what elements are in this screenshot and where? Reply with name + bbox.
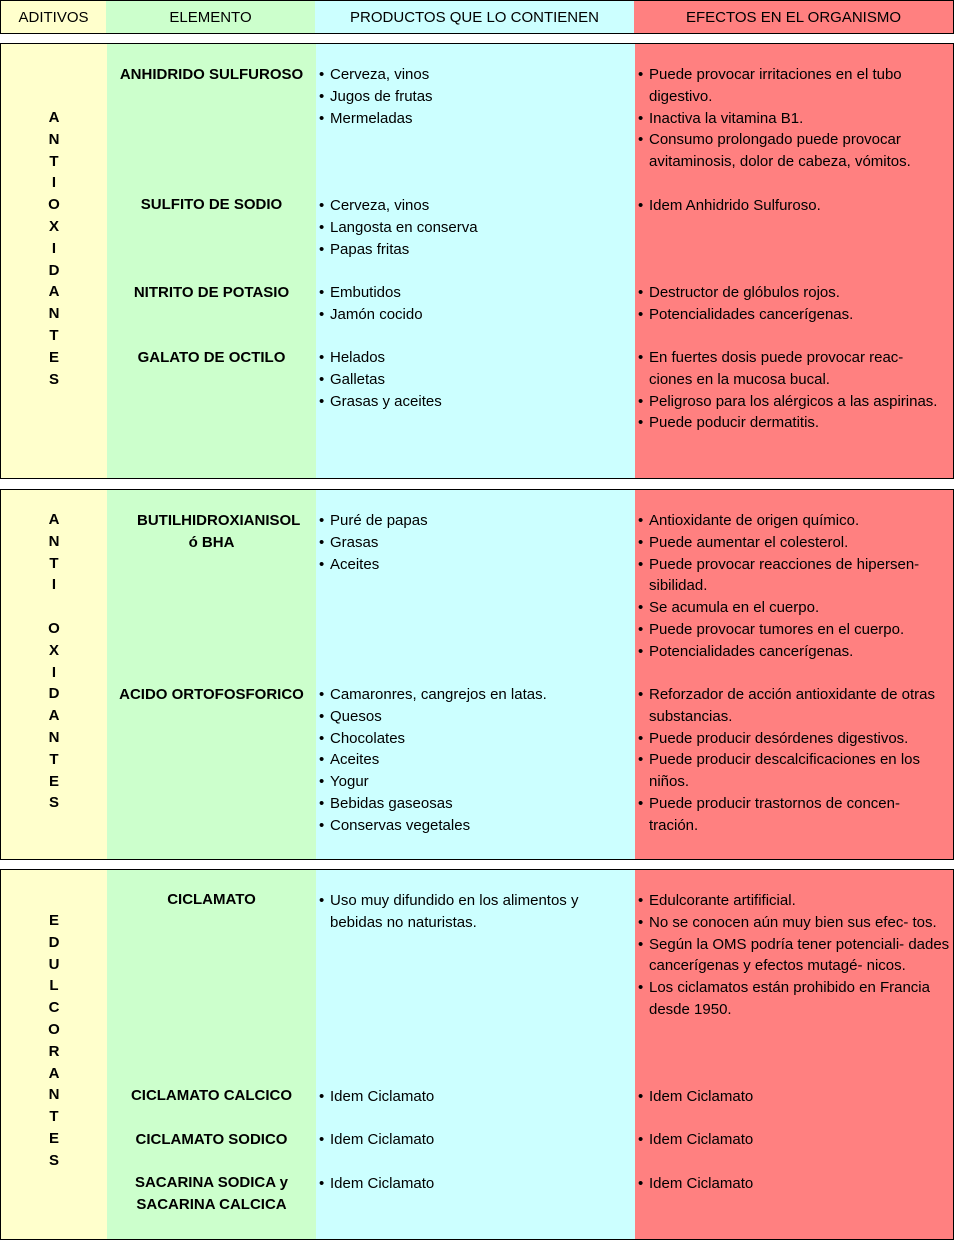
element-name: CICLAMATO bbox=[167, 891, 256, 908]
element-name: CICLAMATO CALCICO bbox=[130, 1087, 293, 1104]
category-letter: T bbox=[49, 554, 59, 572]
products-list bbox=[319, 64, 629, 129]
category-letter: O bbox=[48, 196, 60, 214]
category-letter: A bbox=[48, 1064, 60, 1082]
category-letter: E bbox=[48, 912, 59, 929]
list-item: • Según la OMS podría tener potenciali- dades cancerígenas y efectos mutagé- nicos. bbox=[638, 934, 950, 978]
category-letter: T bbox=[49, 750, 59, 768]
category-letter: E bbox=[48, 1129, 59, 1147]
category-letter: S bbox=[48, 370, 59, 388]
category-letter: O bbox=[48, 619, 60, 637]
section-antioxidantes-1 bbox=[0, 43, 954, 479]
category-letter: T bbox=[49, 326, 59, 344]
category-letter: O bbox=[48, 1020, 60, 1038]
list-item: • Bebidas gaseosas bbox=[319, 793, 629, 815]
list-item: • Puede provocar tumores en el cuerpo. bbox=[638, 619, 950, 641]
list-item: • Helados bbox=[319, 347, 629, 369]
section-edulcorantes bbox=[0, 869, 954, 1240]
category-letter: R bbox=[48, 1042, 60, 1060]
products-list bbox=[319, 510, 629, 575]
list-item: • Puede producir desórdenes digestivos. bbox=[638, 728, 950, 750]
list-item: • Cerveza, vinos bbox=[319, 195, 629, 217]
element-name: SULFITO DE SODIO bbox=[140, 196, 283, 213]
products-list bbox=[319, 282, 629, 326]
products-list bbox=[319, 890, 629, 934]
list-item: • Embutidos bbox=[319, 282, 629, 304]
effects-list bbox=[638, 64, 950, 173]
element-name: ACIDO ORTOFOSFORICO bbox=[119, 686, 304, 703]
list-item: • Idem Ciclamato bbox=[638, 1129, 950, 1151]
col-elemento bbox=[107, 44, 316, 478]
effects-list bbox=[638, 1086, 950, 1108]
list-item: • Langosta en conserva bbox=[319, 217, 629, 239]
list-item: • Idem Ciclamato bbox=[319, 1173, 629, 1195]
category-letter: U bbox=[48, 955, 60, 973]
category-letter: T bbox=[49, 152, 59, 170]
products-list bbox=[319, 1086, 629, 1108]
list-item: • Idem Ciclamato bbox=[638, 1173, 950, 1195]
category-letter: S bbox=[48, 794, 59, 812]
list-item: • Galletas bbox=[319, 369, 629, 391]
list-item: • Edulcorante artifificial. bbox=[638, 890, 950, 912]
effects-list bbox=[638, 195, 950, 217]
list-item: • Uso muy difundido en los alimentos y bebidas no naturistas. bbox=[319, 890, 629, 934]
category-letter: D bbox=[48, 933, 60, 951]
category-letter: N bbox=[48, 130, 60, 148]
list-item: • Puede producir descalcificaciones en los niños. bbox=[638, 749, 950, 793]
list-item: • Aceites bbox=[319, 554, 629, 576]
products-list bbox=[319, 1173, 629, 1195]
category-letter: X bbox=[48, 641, 59, 659]
list-item: • Camaronres, cangrejos en latas. bbox=[319, 684, 629, 706]
list-item: • Jugos de frutas bbox=[319, 86, 629, 108]
header-elemento: ELEMENTO bbox=[106, 0, 315, 34]
list-item: • Idem Ciclamato bbox=[319, 1086, 629, 1108]
list-item: • Puede provocar reacciones de hipersen- sibilidad. bbox=[638, 554, 950, 598]
effects-list bbox=[638, 347, 950, 434]
products-list bbox=[319, 684, 629, 837]
element-name: ANHIDRIDO SULFUROSO bbox=[119, 66, 304, 83]
category-letter: D bbox=[48, 685, 60, 703]
list-item: • Los ciclamatos están prohibido en Francia desde 1950. bbox=[638, 977, 950, 1021]
list-item: • Yogur bbox=[319, 771, 629, 793]
list-item: • Se acumula en el cuerpo. bbox=[638, 597, 950, 619]
category-letter: S bbox=[48, 1151, 59, 1169]
category-letter: I bbox=[51, 174, 57, 192]
list-item: • Chocolates bbox=[319, 728, 629, 750]
category-letter: I bbox=[51, 663, 57, 681]
effects-list bbox=[638, 510, 950, 663]
effects-list bbox=[638, 1129, 950, 1151]
element-name: NITRITO DE POTASIO bbox=[133, 284, 290, 301]
list-item: • Antioxidante de origen químico. bbox=[638, 510, 950, 532]
category-letter: I bbox=[51, 239, 57, 257]
element-name: BUTILHIDROXIANISOL ó BHA bbox=[137, 512, 301, 551]
element-name: SACARINA SODICA y SACARINA CALCICA bbox=[134, 1174, 289, 1213]
category-letter: N bbox=[48, 728, 60, 746]
list-item: • Grasas y aceites bbox=[319, 391, 629, 413]
category-letter: N bbox=[48, 305, 60, 323]
category-letter: N bbox=[48, 532, 60, 550]
category-letter: E bbox=[48, 348, 59, 366]
products-list bbox=[319, 195, 629, 260]
list-item: • Peligroso para los alérgicos a las aspirinas. bbox=[638, 391, 950, 413]
list-item: • Puede provocar irritaciones en el tubo digestivo. bbox=[638, 64, 950, 108]
list-item: • Quesos bbox=[319, 706, 629, 728]
list-item: • Idem Ciclamato bbox=[319, 1129, 629, 1151]
category-letter: C bbox=[48, 999, 60, 1017]
category-letter: X bbox=[48, 217, 59, 235]
category-letter: N bbox=[48, 1086, 60, 1104]
products-list bbox=[319, 1129, 629, 1151]
list-item: • Puré de papas bbox=[319, 510, 629, 532]
category-letter: A bbox=[48, 511, 60, 528]
effects-list bbox=[638, 282, 950, 326]
list-item: • Idem Ciclamato bbox=[638, 1086, 950, 1108]
list-item: • Grasas bbox=[319, 532, 629, 554]
list-item: • Papas fritas bbox=[319, 239, 629, 261]
element-name: GALATO DE OCTILO bbox=[137, 349, 286, 366]
section-antioxidantes-2 bbox=[0, 489, 954, 860]
list-item: • Consumo prolongado puede provocar avitaminosis, dolor de cabeza, vómitos. bbox=[638, 129, 950, 173]
category-label bbox=[1, 107, 107, 390]
list-item: • Potencialidades cancerígenas. bbox=[638, 304, 950, 326]
list-item: • En fuertes dosis puede provocar reac- ciones en la mucosa bucal. bbox=[638, 347, 950, 391]
list-item: • Inactiva la vitamina B1. bbox=[638, 108, 950, 130]
list-item: • Conservas vegetales bbox=[319, 815, 629, 837]
header-productos: PRODUCTOS QUE LO CONTIENEN bbox=[315, 0, 634, 34]
header-aditivos: ADITIVOS bbox=[0, 0, 106, 34]
category-letter: T bbox=[49, 1108, 59, 1126]
list-item: • Aceites bbox=[319, 749, 629, 771]
list-item: • Potencialidades cancerígenas. bbox=[638, 641, 950, 663]
category-letter: A bbox=[48, 283, 60, 301]
list-item: • Jamón cocido bbox=[319, 304, 629, 326]
list-item: • Mermeladas bbox=[319, 108, 629, 130]
category-letter: L bbox=[49, 977, 59, 995]
effects-list bbox=[638, 1173, 950, 1195]
category-label bbox=[1, 509, 107, 814]
category-letter: A bbox=[48, 707, 60, 725]
list-item: • No se conocen aún muy bien sus efec- tos. bbox=[638, 912, 950, 934]
element-name: CICLAMATO SODICO bbox=[135, 1131, 288, 1148]
products-list bbox=[319, 347, 629, 412]
header-efectos: EFECTOS EN EL ORGANISMO bbox=[634, 0, 954, 34]
list-item: • Destructor de glóbulos rojos. bbox=[638, 282, 950, 304]
list-item: • Cerveza, vinos bbox=[319, 64, 629, 86]
effects-list bbox=[638, 890, 950, 1021]
list-item: • Puede aumentar el colesterol. bbox=[638, 532, 950, 554]
list-item: • Puede producir trastornos de concen- tración. bbox=[638, 793, 950, 837]
list-item: • Reforzador de acción antioxidante de otras substancias. bbox=[638, 684, 950, 728]
list-item: • Idem Anhidrido Sulfuroso. bbox=[638, 195, 950, 217]
category-label bbox=[1, 910, 107, 1172]
category-letter: D bbox=[48, 261, 60, 279]
category-letter: I bbox=[51, 576, 57, 594]
category-letter: A bbox=[48, 109, 60, 126]
category-letter: E bbox=[48, 772, 59, 790]
list-item: • Puede poducir dermatitis. bbox=[638, 412, 950, 434]
effects-list bbox=[638, 684, 950, 837]
